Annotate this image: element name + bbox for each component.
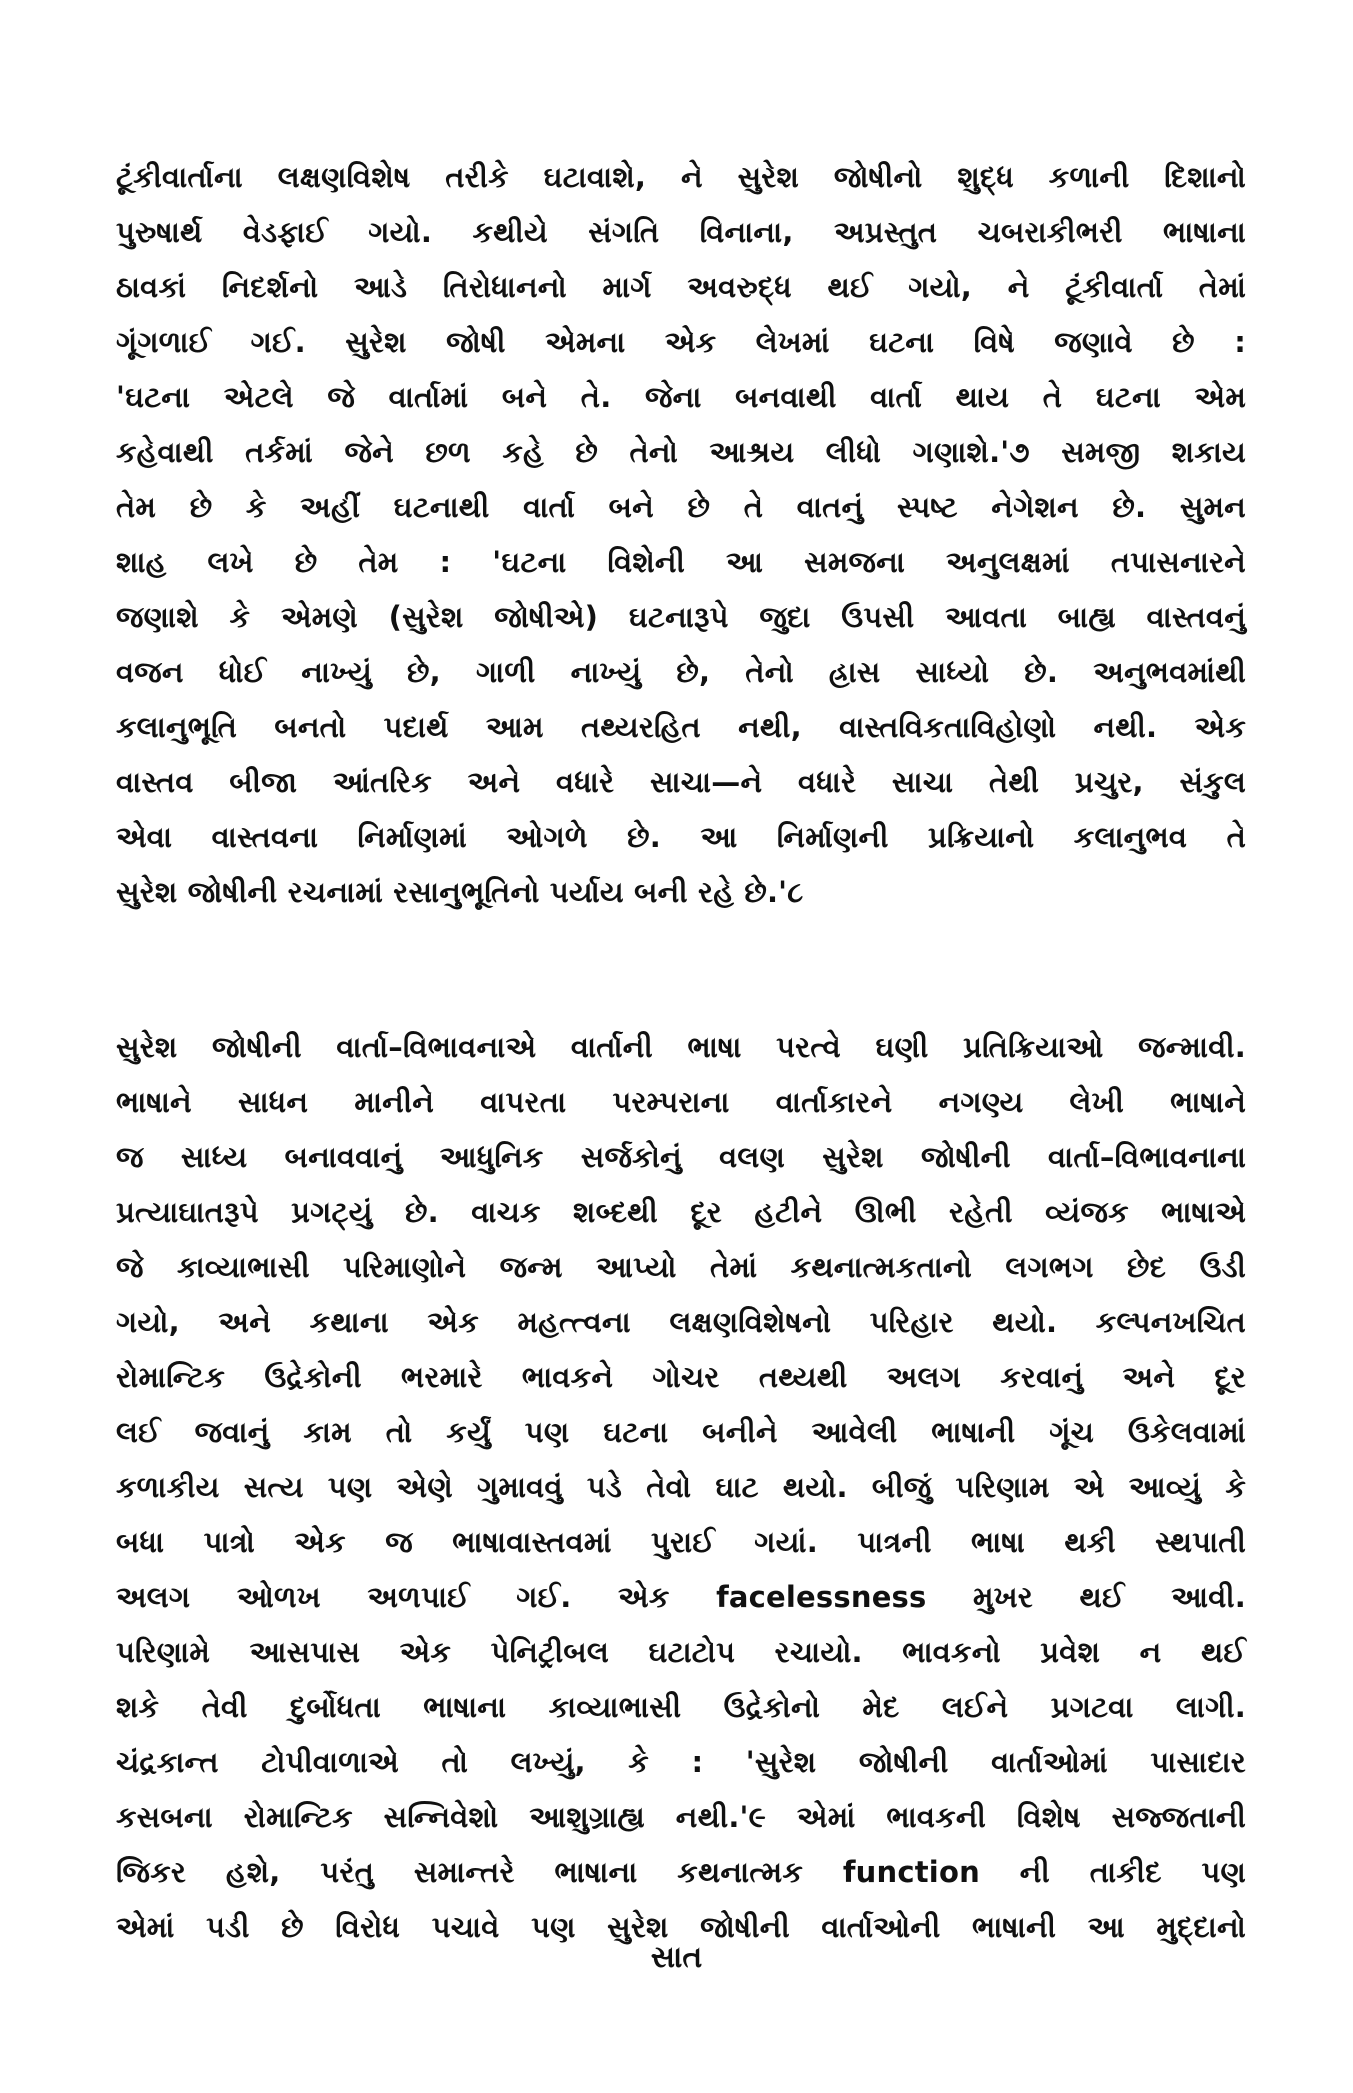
text-line: સુરેશ જોષીની રચનામાં રસાનુભૂતિનો પર્યાય બની રહે છે.'૮	[116, 875, 804, 909]
text-line: પરિણામે આસપાસ એક પેનિટ્રીબલ ઘટાટોપ રચાયો. ભાવકનો પ્રવેશ ન થઈ	[116, 1635, 1246, 1669]
text-line: વજન ધોઈ નાખ્યું છે, ગાળી નાખ્યું છે, તેનો હ્રાસ સાધ્યો છે. અનુભવમાંથી	[116, 655, 1246, 689]
text-line: શકે તેવી દુર્બોધતા ભાષાના કાવ્યાભાસી ઉદ્રેકોનો મેદ લઈને પ્રગટવા લાગી.	[116, 1690, 1246, 1724]
text-line: લઈ જવાનું કામ તો કર્યું પણ ઘટના બનીને આવેલી ભાષાની ગૂંચ ઉકેલવામાં	[116, 1415, 1246, 1449]
text-line: વાસ્તવ બીજા આંતરિક અને વધારે સાચા—ને વધારે સાચા તેથી પ્રચુર, સંકુલ	[116, 765, 1246, 799]
text-line: કહેવાથી તર્કમાં જેને છળ કહે છે તેનો આશ્રય લીધો ગણાશે.'૭ સમજી શકાય	[116, 435, 1246, 469]
text-line: 'ઘટના એટલે જે વાર્તામાં બને તે. જેના બનવાથી વાર્તા થાય તે ઘટના એમ	[116, 380, 1246, 414]
text-line: ગૂંગળાઈ ગઈ. સુરેશ જોષી એમના એક લેખમાં ઘટના વિષે જણાવે છે :	[116, 325, 1246, 359]
text-line: જણાશે કે એમણે (સુરેશ જોષીએ) ઘટનારૂપે જુદા ઉપસી આવતા બાહ્ય વાસ્તવનું	[116, 600, 1246, 634]
text-line: ભાષાને સાધન માનીને વાપરતા પરમ્પરાના વાર્તાકારને નગણ્ય લેખી ભાષાને	[116, 1085, 1246, 1119]
text-line: ચંદ્રકાન્ત ટોપીવાળાએ તો લખ્યું, કે : 'સુરેશ જોષીની વાર્તાઓમાં પાસાદાર	[116, 1745, 1246, 1779]
text-line: પુરુષાર્થ વેડફાઈ ગયો. કથીયે સંગતિ વિનાના, અપ્રસ્તુત ચબરાકીભરી ભાષાના	[116, 215, 1246, 249]
paragraph-2	[116, 1020, 1246, 1955]
paragraph-1	[116, 150, 1246, 920]
text-line: એવા વાસ્તવના નિર્માણમાં ઓગળે છે. આ નિર્માણની પ્રક્રિયાનો કલાનુભવ તે	[116, 820, 1246, 854]
text-line: જિકર હશે, પરંતુ સમાન્તરે ભાષાના કથનાત્મક function ની તાકીદ પણ	[116, 1855, 1246, 1889]
page-number: સાત	[650, 1940, 703, 1975]
text-line: ગયો, અને કથાના એક મહત્ત્વના લક્ષણવિશેષનો પરિહાર થયો. કલ્પનખચિત	[116, 1305, 1246, 1339]
text-line: એમાં પડી છે વિરોધ પચાવે પણ સુરેશ જોષીની વાર્તાઓની ભાષાની આ મુદ્દાનો	[116, 1910, 1246, 1944]
text-line: કસબના રોમાન્ટિક સન્નિવેશો આશુગ્રાહ્ય નથી.'૯ એમાં ભાવકની વિશેષ સજ્જતાની	[116, 1800, 1246, 1834]
text-line: કળાકીય સત્ય પણ એણે ગુમાવવું પડે તેવો ઘાટ થયો. બીજું પરિણામ એ આવ્યું કે	[116, 1470, 1246, 1504]
text-line: કલાનુભૂતિ બનતો પદાર્થ આમ તથ્યરહિત નથી, વાસ્તવિકતાવિહોણો નથી. એક	[116, 710, 1246, 744]
text-line: જે કાવ્યાભાસી પરિમાણોને જન્મ આપ્યો તેમાં કથનાત્મકતાનો લગભગ છેદ ઉડી	[116, 1250, 1246, 1284]
text-line: સુરેશ જોષીની વાર્તા–વિભાવનાએ વાર્તાની ભાષા પરત્વે ઘણી પ્રતિક્રિયાઓ જન્માવી.	[116, 1030, 1246, 1064]
text-line: જ સાધ્ય બનાવવાનું આધુનિક સર્જકોનું વલણ સુરેશ જોષીની વાર્તા–વિભાવનાના	[116, 1140, 1246, 1174]
text-line: પ્રત્યાઘાતરૂપે પ્રગટ્યું છે. વાચક શબ્દથી દૂર હટીને ઊભી રહેતી વ્યંજક ભાષાએ	[116, 1195, 1246, 1229]
text-line: શાહ લખે છે તેમ : 'ઘટના વિશેની આ સમજના અનુલક્ષમાં તપાસનારને	[116, 545, 1246, 579]
text-line: ઠાવકાં નિદર્શનો આડે તિરોધાનનો માર્ગ અવરુદ્ધ થઈ ગયો, ને ટૂંકીવાર્તા તેમાં	[116, 270, 1246, 304]
text-line: તેમ છે કે અહીં ઘટનાથી વાર્તા બને છે તે વાતનું સ્પષ્ટ નેગેશન છે. સુમન	[116, 490, 1246, 524]
text-line: અલગ ઓળખ અળપાઈ ગઈ. એક facelessness મુખર થઈ આવી.	[116, 1580, 1246, 1614]
text-line: ટૂંકીવાર્તાના લક્ષણવિશેષ તરીકે ઘટાવાશે, ને સુરેશ જોષીનો શુદ્ધ કળાની દિશાનો	[116, 160, 1246, 194]
text-line: બધા પાત્રો એક જ ભાષાવાસ્તવમાં પુરાઈ ગયાં. પાત્રની ભાષા થકી સ્થપાતી	[116, 1525, 1246, 1559]
text-line: રોમાન્ટિક ઉદ્રેકોની ભરમારે ભાવકને ગોચર તથ્યથી અલગ કરવાનું અને દૂર	[116, 1360, 1246, 1394]
